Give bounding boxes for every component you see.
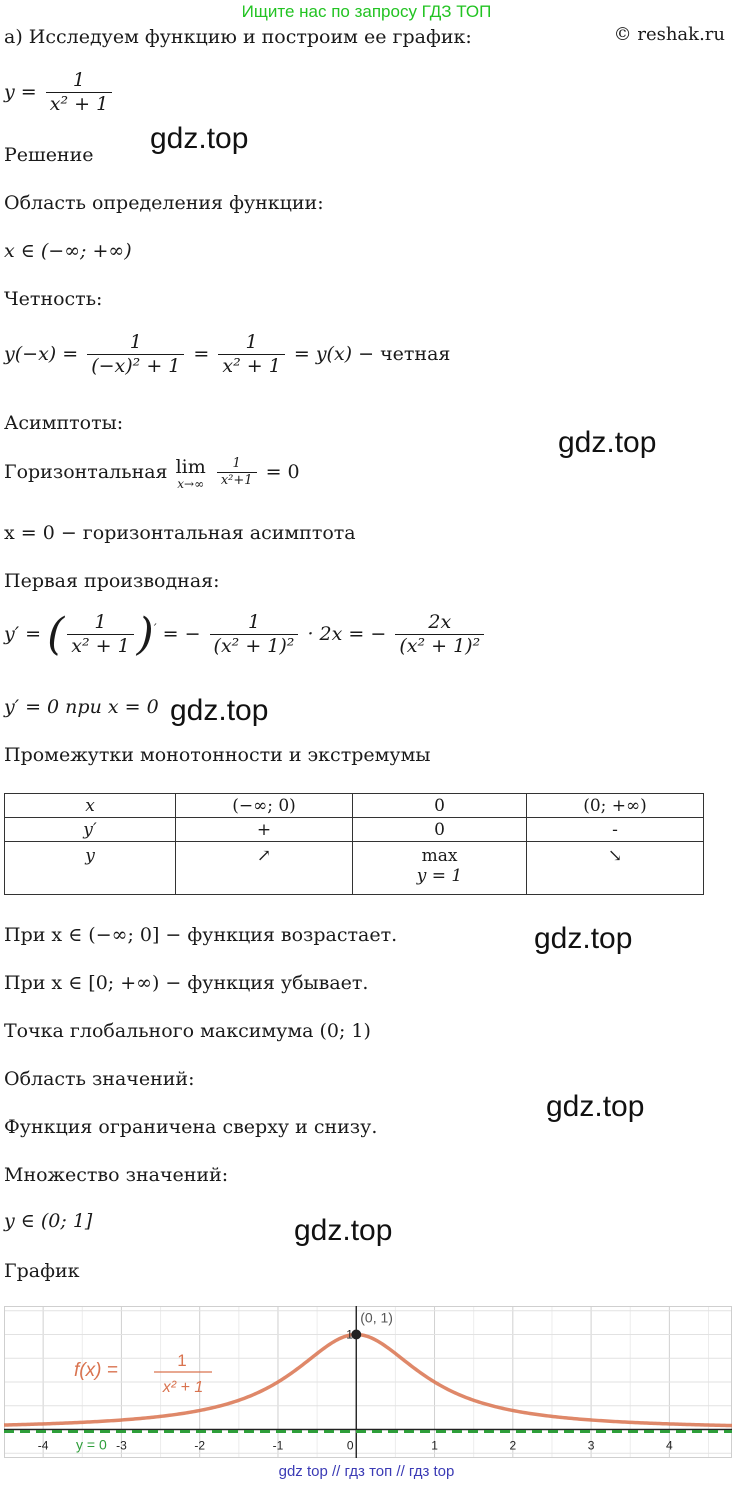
horizontal-limit (4, 456, 300, 490)
deriv-num-2: 1 (247, 611, 261, 633)
table-cell: ↗ (176, 842, 353, 895)
function-label: f(x) = (74, 1360, 118, 1381)
function-num: 1 (72, 69, 85, 91)
table-cell: y (5, 842, 176, 895)
global-max-line: Точка глобального максимума (0; 1) (4, 1020, 371, 1042)
table-cell: 0 (353, 794, 527, 818)
parity-den-2: x² + 1 (218, 354, 284, 378)
watermark: gdz.top (294, 1214, 393, 1247)
deriv-fraction-1 (67, 612, 133, 658)
x-tick-label: 3 (587, 1438, 595, 1453)
table-cell: 0 (353, 818, 527, 842)
table-cell: x (5, 794, 176, 818)
table-cell: ↘ (527, 842, 704, 895)
derivative-zero: y′ = 0 при x = 0 (4, 696, 159, 718)
x-tick-label: -3 (116, 1438, 127, 1453)
deriv-fraction-2 (210, 612, 299, 658)
domain-heading: Область определения функции: (4, 192, 324, 214)
x-tick-label: 4 (666, 1438, 673, 1453)
watermark: gdz.top (170, 694, 269, 727)
x-tick-label: 2 (509, 1438, 517, 1453)
x-tick-label: 1 (431, 1438, 438, 1453)
x-tick-label: 0 (346, 1438, 354, 1453)
monotonicity-table (4, 793, 704, 895)
set-value: y ∈ (0; 1] (4, 1210, 93, 1232)
x-tick-label: -2 (194, 1438, 206, 1453)
parity-den-1: (−x)² + 1 (87, 354, 184, 378)
asymptotes-heading: Асимптоты: (4, 412, 124, 434)
limit-fraction (217, 457, 257, 489)
solution-heading: Решение (4, 144, 94, 166)
asymptote-label: y = 0 (76, 1436, 107, 1453)
graph-heading: График (4, 1260, 80, 1282)
copyright: © reshak.ru (613, 24, 725, 45)
intro-line: а) Исследуем функцию и построим ее график: (4, 26, 472, 48)
parity-word: четная (380, 342, 451, 365)
monotonicity-heading: Промежутки монотонности и экстремумы (4, 744, 431, 766)
domain-value: x ∈ (−∞; +∞) (4, 240, 132, 262)
parity-fraction-2 (218, 332, 284, 378)
bounded-line: Функция ограничена сверху и снизу. (4, 1116, 378, 1138)
grid (4, 1306, 732, 1458)
table-cell (353, 842, 527, 895)
left-paren: ( (47, 608, 65, 660)
set-heading: Множество значений: (4, 1164, 229, 1186)
table-cell: - (527, 818, 704, 842)
watermark: gdz.top (558, 426, 657, 459)
decreasing-line: При x ∈ [0; +∞) − функция убывает. (4, 972, 369, 994)
max-value: y = 1 (416, 866, 463, 886)
deriv-den-3: (x² + 1)² (395, 634, 484, 658)
derivative-formula (4, 608, 487, 660)
x-tick-labels (37, 1436, 673, 1453)
deriv-fraction-3 (395, 612, 484, 658)
asymptote-line: x = 0 − горизонтальная асимптота (4, 522, 356, 544)
max-label: max (421, 846, 458, 866)
function-lhs: y = (4, 80, 37, 103)
watermark: gdz.top (534, 922, 633, 955)
table-row (5, 794, 704, 818)
deriv-num-3: 2x (428, 611, 452, 633)
limit-operator (176, 456, 206, 490)
parity-formula (4, 332, 450, 378)
deriv-times: · 2x = − (307, 622, 387, 645)
horizontal-label: Горизонтальная (4, 461, 168, 483)
parity-num-1: 1 (129, 331, 142, 353)
deriv-num-1: 1 (94, 611, 107, 633)
table-cell: y′ (5, 818, 176, 842)
limit-num: 1 (232, 456, 241, 472)
function-den: x² + 1 (46, 92, 112, 116)
parity-eq: = (193, 342, 210, 365)
table-cell: + (176, 818, 353, 842)
watermark: gdz.top (150, 122, 249, 155)
derivative-heading: Первая производная: (4, 570, 220, 592)
limit-word: lim (175, 456, 206, 478)
parity-fraction-1 (87, 332, 184, 378)
deriv-den-2: (x² + 1)² (210, 634, 299, 658)
point-label: (0, 1) (360, 1309, 393, 1326)
parity-heading: Четность: (4, 288, 103, 310)
function-formula (4, 70, 115, 116)
deriv-lhs: y′ = (4, 622, 42, 645)
parity-rhs: = y(x) − (293, 342, 375, 365)
function-label-num: 1 (177, 1351, 187, 1370)
footer-links[interactable]: gdz top // гдз топ // гдз top (278, 1463, 455, 1480)
deriv-den-1: x² + 1 (67, 634, 133, 658)
function-graph (4, 1306, 732, 1458)
function-fraction (46, 70, 112, 116)
parity-lhs: y(−x) = (4, 342, 79, 365)
range-heading: Область значений: (4, 1068, 195, 1090)
limit-sub: x→∞ (177, 477, 205, 491)
limit-den: x²+1 (217, 472, 257, 489)
table-cell: (−∞; 0) (176, 794, 353, 818)
watermark: gdz.top (546, 1090, 645, 1123)
deriv-prime: ′ (153, 621, 157, 636)
deriv-eq: = − (162, 622, 201, 645)
parity-num-2: 1 (245, 331, 258, 353)
x-tick-label: -4 (37, 1438, 49, 1453)
right-paren: ) (136, 608, 154, 660)
table-row (5, 818, 704, 842)
limit-rhs: = 0 (265, 461, 300, 483)
increasing-line: При x ∈ (−∞; 0] − функция возрастает. (4, 924, 398, 946)
banner-text[interactable]: Ищите нас по запросу ГДЗ ТОП (241, 2, 492, 21)
table-cell: (0; +∞) (527, 794, 704, 818)
y-one-label: 1 (346, 1327, 353, 1342)
x-tick-label: -1 (272, 1438, 284, 1453)
function-label-den: x² + 1 (162, 1379, 204, 1396)
table-row (5, 842, 704, 895)
